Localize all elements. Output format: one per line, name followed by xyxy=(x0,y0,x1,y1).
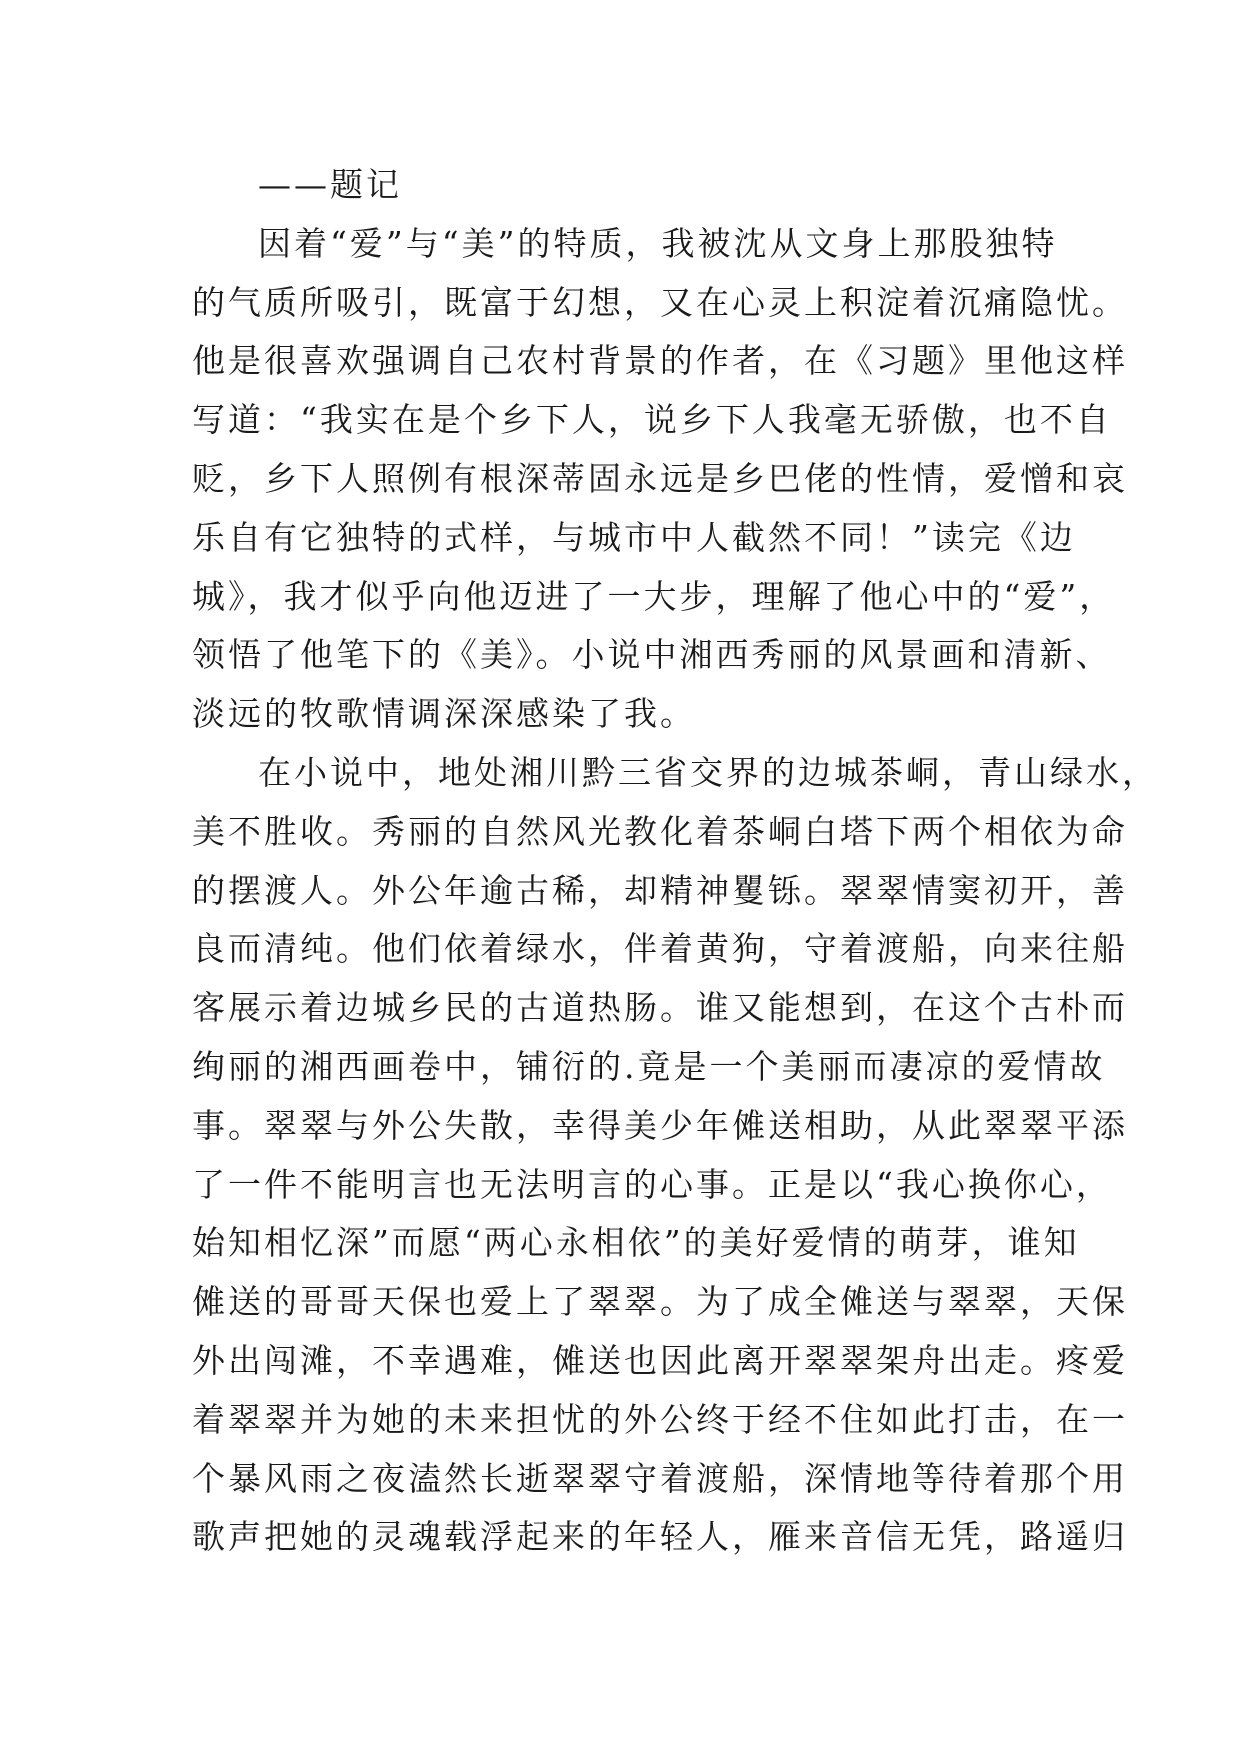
paragraph-2-line-7: 事。翠翠与外公失散，幸得美少年傩送相助，从此翠翠平添 xyxy=(192,1105,1128,1145)
paragraph-1-line-8: 领悟了他笔下的《美》。小说中湘西秀丽的风景画和清新、 xyxy=(192,635,1112,675)
paragraph-2-line-13: 个暴风雨之夜溘然长逝翠翠守着渡船，深情地等待着那个用 xyxy=(192,1458,1128,1498)
paragraph-1-line-3: 他是很喜欢强调自己农村背景的作者，在《习题》里他这样 xyxy=(192,341,1128,381)
paragraph-2-line-12: 着翠翠并为她的未来担忧的外公终于经不住如此打击，在一 xyxy=(192,1399,1128,1439)
epigraph-attribution: ——题记 xyxy=(258,165,402,204)
paragraph-2-line-3: 的摆渡人。外公年逾古稀，却精神矍铄。翠翠情窦初开，善 xyxy=(192,870,1128,910)
paragraph-1-line-9: 淡远的牧歌情调深深感染了我。 xyxy=(192,694,696,734)
paragraph-2-line-10: 傩送的哥哥天保也爱上了翠翠。为了成全傩送与翠翠，天保 xyxy=(192,1282,1128,1322)
paragraph-1-line-2: 的气质所吸引，既富于幻想，又在心灵上积淀着沉痛隐忧。 xyxy=(192,282,1128,322)
paragraph-1-line-4: 写道：“我实在是个乡下人，说乡下人我毫无骄傲，也不自 xyxy=(192,400,1112,440)
paragraph-2-line-2: 美不胜收。秀丽的自然风光教化着茶峒白塔下两个相依为命 xyxy=(192,811,1128,851)
paragraph-1-line-6: 乐自有它独特的式样，与城市中人截然不同！”读完《边 xyxy=(192,517,1076,557)
paragraph-2-line-14: 歌声把她的灵魂载浮起来的年轻人，雁来音信无凭，路遥归 xyxy=(192,1517,1128,1557)
paragraph-2-line-6: 绚丽的湘西画卷中，铺衍的.竟是一个美丽而凄凉的爱情故 xyxy=(192,1046,1106,1086)
paragraph-2-line-8: 了一件不能明言也无法明言的心事。正是以“我心换你心， xyxy=(192,1164,1112,1204)
paragraph-2-line-11: 外出闯滩，不幸遇难，傩送也因此离开翠翠架舟出走。疼爱 xyxy=(192,1340,1128,1380)
paragraph-2-line-9: 始知相忆深”而愿“两心永相依”的美好爱情的萌芽，谁知 xyxy=(192,1223,1080,1263)
paragraph-1-line-1: 因着“爱”与“美”的特质，我被沈从文身上那股独特 xyxy=(258,223,1058,263)
paragraph-2-line-4: 良而清纯。他们依着绿水，伴着黄狗，守着渡船，向来往船 xyxy=(192,929,1128,969)
paragraph-2-line-5: 客展示着边城乡民的古道热肠。谁又能想到，在这个古朴而 xyxy=(192,988,1128,1028)
paragraph-1-line-5: 贬，乡下人照例有根深蒂固永远是乡巴佬的性情，爱憎和哀 xyxy=(192,458,1128,498)
paragraph-2-line-1: 在小说中，地处湘川黔三省交界的边城茶峒，青山绿水， xyxy=(258,752,1158,792)
body-text xyxy=(192,156,1158,1567)
paragraph-1-line-7: 城》，我才似乎向他迈进了一大步，理解了他心中的“爱”， xyxy=(192,576,1116,616)
